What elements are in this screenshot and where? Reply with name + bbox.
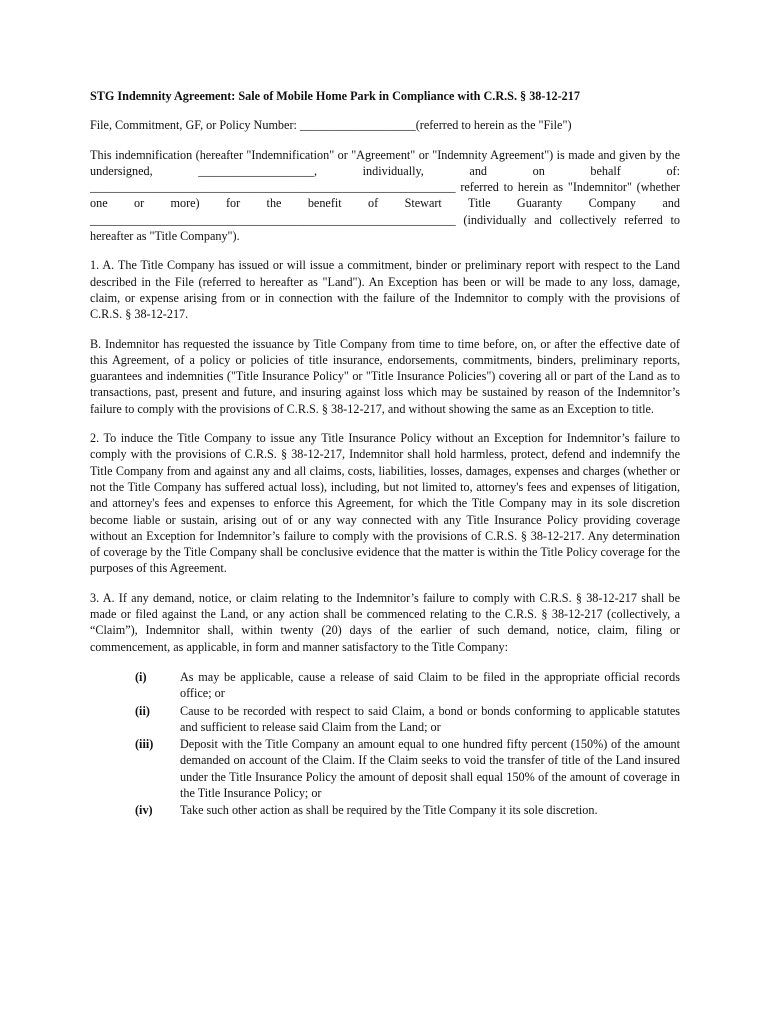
section-1a-paragraph: 1. A. The Title Company has issued or will issue a commitment, binder or preliminary report with respect to the Land described in the File (referred to hereafter as "Land"). An Exception has been or will be made to any loss, damage, claim, or expense arising from or in connection with the failure of the Indemnitor to comply with the provisions of C.R.S. § 38-12-217.	[90, 258, 680, 322]
section-1b-paragraph: B. Indemnitor has requested the issuance by Title Company from time to time before, on, or after the effective date of this Agreement, of a policy or policies of title insurance, endorsements, commitments, binders, preliminary reports, guarantees and indemnities ("Title Insurance Policy" or "Title Insurance Policies") covering all or part of the Land as to transactions, past, present and future, and insuring against loss which may be sustained by reason of the Indemnitor’s failure to comply with the provisions of C.R.S. § 38-12-217, and without showing the same as an Exception to title.	[90, 336, 680, 416]
list-item-number: (i)	[135, 669, 147, 684]
list-item-text: Cause to be recorded with respect to said Claim, a bond or bonds conforming to applicable statutes and sufficient to release said Claim from the Land; or	[180, 703, 680, 734]
list-item-number: (ii)	[135, 703, 150, 718]
claim-actions-list	[90, 669, 680, 819]
list-item-text: Take such other action as shall be required by the Title Company it its sole discretion.	[180, 803, 598, 818]
section-3a-paragraph: 3. A. If any demand, notice, or claim relating to the Indemnitor’s failure to comply with C.R.S. § 38-12-217 shall be made or filed against the Land, or any action shall be commenced relating to the C.R.S. § 38-12-217 (collectively, a “Claim”), Indemnitor shall, within twenty (20) days of the earlier of such demand, notice, claim, filing or commencement, as applicable, in form and manner satisfactory to the Title Company:	[90, 590, 680, 654]
file-number-line: File, Commitment, GF, or Policy Number: ___________________(referred to herein as the "File")	[90, 118, 572, 133]
intro-paragraph: This indemnification (hereafter "Indemnification" or "Agreement" or "Indemnity Agreement") is made and given by the undersigned, ___________________, individually, and on behalf of: ____________________________________________________________ referred to herein as "Indemnitor" (whether one or more) for the benefit of Stewart Title Guaranty Company and ____________________________________________________________ (individually and collectively referred to hereafter as "Title Company").	[90, 147, 680, 244]
list-item-text: As may be applicable, cause a release of said Claim to be filed in the appropriate official records office; or	[180, 669, 680, 701]
document-title: STG Indemnity Agreement: Sale of Mobile Home Park in Compliance with C.R.S. § 38-12-217	[90, 89, 580, 103]
list-item	[90, 703, 680, 736]
list-item-text: Deposit with the Title Company an amount equal to one hundred fifty percent (150%) of the amount demanded on account of the Claim. If the Claim seeks to void the transfer of title of the Land insured under the Title Insurance Policy the amount of deposit shall equal 150% of the amount of coverage in the Title Insurance Policy; or	[180, 737, 680, 800]
list-item-number: (iv)	[135, 803, 153, 818]
section-2-paragraph: 2. To induce the Title Company to issue any Title Insurance Policy without an Exception for Indemnitor’s failure to comply with the provisions of C.R.S. § 38-12-217, Indemnitor shall hold harmless, protect, defend and indemnify the Title Company from and against any and all claims, costs, liabilities, losses, damages, expenses and charges (whether or not the Title Company has suffered actual loss), including, but not limited to, attorney's fees and expenses of litigation, and attorney's fees and expenses to enforce this Agreement, for which the Title Company may in its sole discretion become liable or sustain, arising out of or any way connected with any Title Insurance Policy providing coverage without an Exception for Indemnitor’s failure to comply with the provisions of C.R.S. § 38-12-217. Any determination of coverage by the Title Company shall be conclusive evidence that the matter is within the Title Policy coverage for the purposes of this Agreement.	[90, 431, 680, 576]
list-item	[90, 669, 680, 702]
list-item	[90, 736, 680, 801]
list-item-number: (iii)	[135, 737, 154, 752]
list-item	[90, 802, 680, 818]
